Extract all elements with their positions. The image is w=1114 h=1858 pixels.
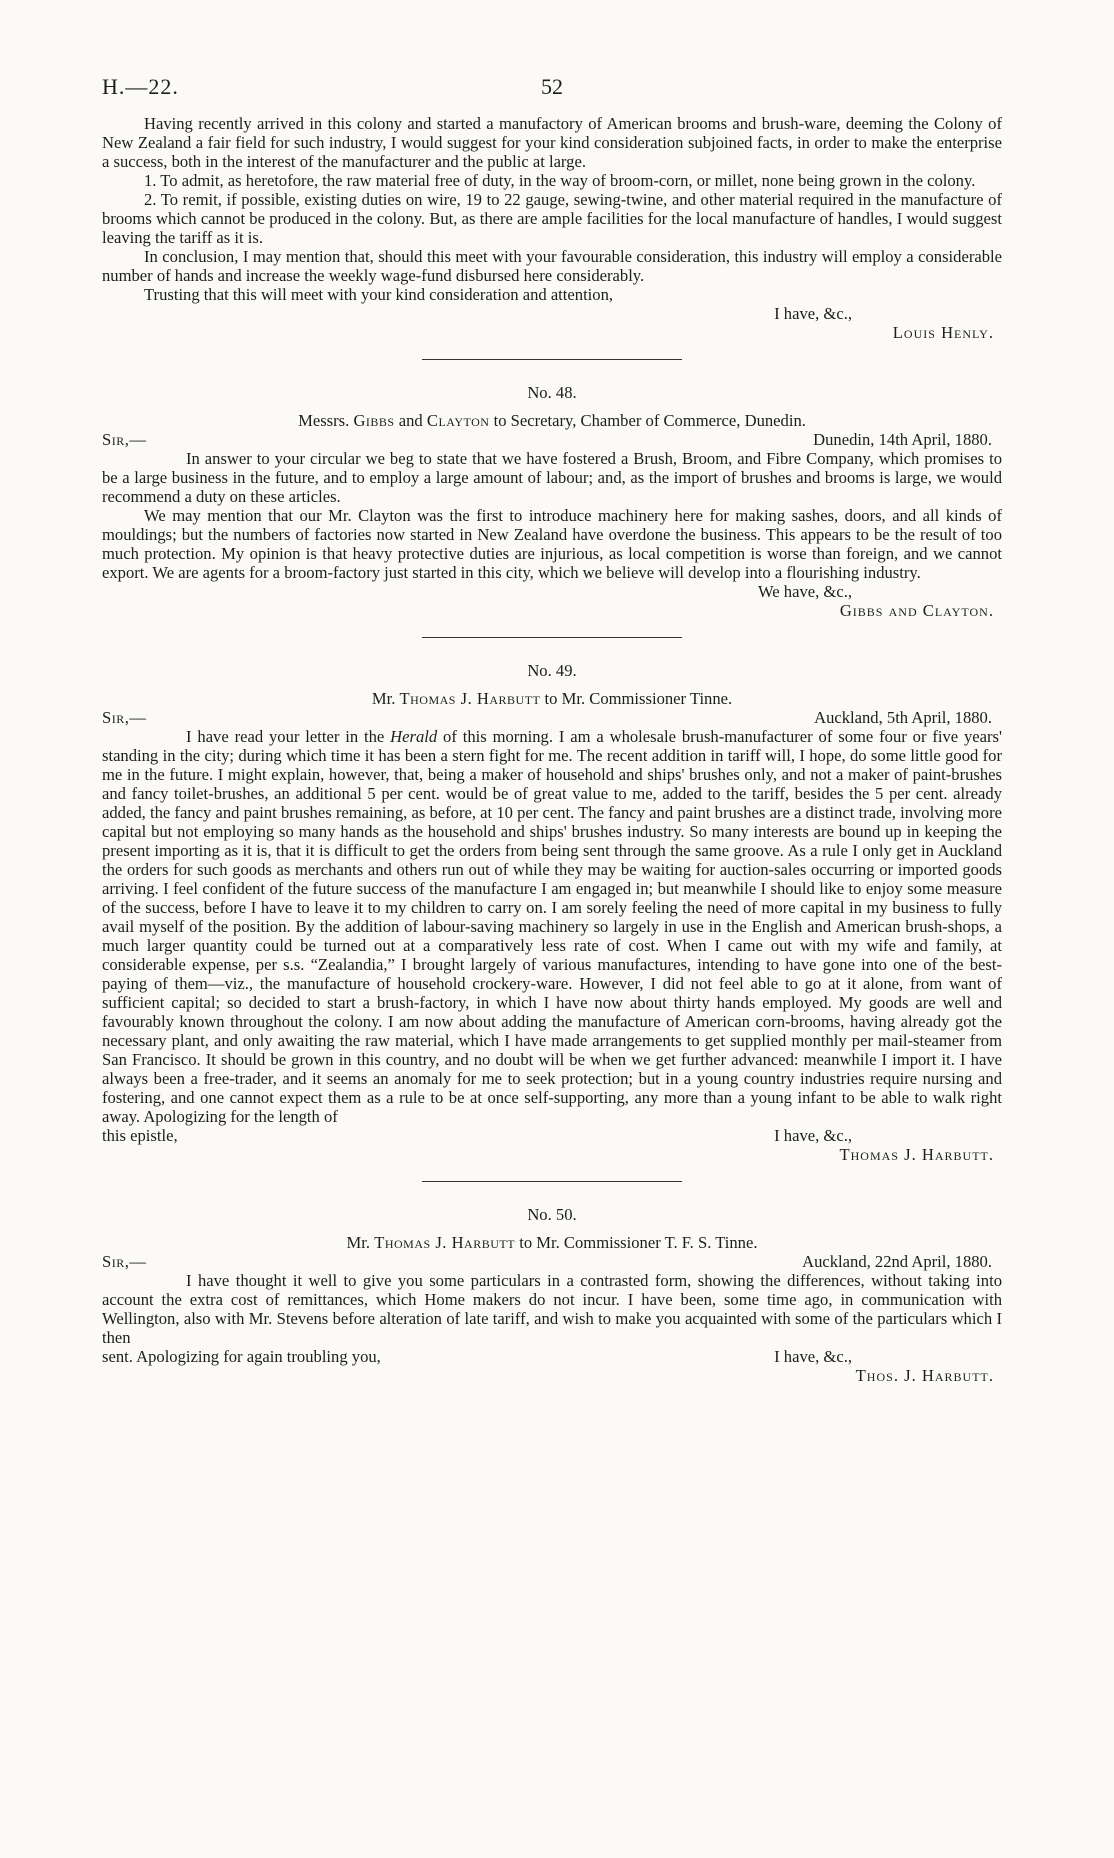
title-part: Mr. bbox=[371, 689, 396, 708]
paragraph bbox=[102, 727, 1002, 1126]
salutation: Sir,— bbox=[102, 1252, 147, 1271]
title-part: to Secretary, Chamber of Commerce, Dunedin. bbox=[493, 411, 806, 430]
salutation: Sir,— bbox=[102, 708, 147, 727]
letter-title bbox=[102, 411, 1002, 430]
letter-number: No. 49. bbox=[527, 661, 577, 680]
letter-50 bbox=[102, 1205, 1002, 1385]
section-divider bbox=[422, 1181, 682, 1182]
letter-number: No. 50. bbox=[527, 1205, 577, 1224]
closing: We have, &c., bbox=[757, 582, 852, 601]
paragraph: Having recently arrived in this colony and started a manufactory of American brooms and brush-ware, deeming the Colony of New Zealand a fair field for such industry, I would suggest for your kind consideration subjoined facts, in order to make the enterprise a success, both in the interest of the manufacturer and the public at large. bbox=[102, 114, 1002, 171]
letter-number: No. 48. bbox=[527, 383, 577, 402]
letter-47 bbox=[102, 114, 1002, 342]
sender-name: Thomas J. Harbutt bbox=[399, 689, 541, 708]
salutation: Sir,— bbox=[102, 430, 147, 449]
salutation-row bbox=[102, 430, 1002, 449]
letter-title bbox=[102, 689, 1002, 708]
place-date: Auckland, 5th April, 1880. bbox=[814, 708, 992, 727]
sender-name: Thomas J. Harbutt bbox=[374, 1233, 516, 1252]
sender-name: Gibbs bbox=[353, 411, 395, 430]
closing: I have, &c., bbox=[774, 304, 852, 323]
salutation-row bbox=[102, 1252, 1002, 1271]
paragraph: In conclusion, I may mention that, should this meet with your favourable consideration, this industry will employ a considerable number of hands and increase the weekly wage-fund disbursed here considerably. bbox=[102, 247, 1002, 285]
document-reference: H.—22. bbox=[102, 74, 179, 99]
signature: Louis Henly. bbox=[892, 323, 994, 342]
signature: Thos. J. Harbutt. bbox=[855, 1366, 994, 1385]
closing-row bbox=[102, 1347, 1002, 1366]
letter-48 bbox=[102, 383, 1002, 620]
body-text: I have read your letter in the bbox=[186, 727, 391, 746]
paragraph: 2. To remit, if possible, existing duties on wire, 19 to 22 gauge, sewing-twine, and other material required in the manufacture of brooms which cannot be produced in the colony. But, as there are ample facilities for the local manufacture of handles, I would suggest leaving the tariff as it is. bbox=[102, 190, 1002, 247]
page-number: 52 bbox=[541, 74, 563, 99]
paragraph: I have thought it well to give you some particulars in a contrasted form, showing the differences, without taking into account the extra cost of remittances, which Home makers do not incur. I have been, some time ago, in communication with Wellington, also with Mr. Stevens before alteration of late tariff, and wish to make you acquainted with some of the particulars which I then bbox=[102, 1271, 1002, 1347]
section-divider bbox=[422, 637, 682, 638]
paragraph: In answer to your circular we beg to state that we have fostered a Brush, Broom, and Fibre Company, which promises to be a large business in the future, and to employ a large amount of labour; and, as the import of brushes and brooms is large, we would recommend a duty on these articles. bbox=[102, 449, 1002, 506]
signature: Gibbs and Clayton. bbox=[839, 601, 994, 620]
page-header bbox=[102, 68, 1002, 114]
place-date: Dunedin, 14th April, 1880. bbox=[813, 430, 992, 449]
letter-49 bbox=[102, 661, 1002, 1164]
title-part: to Mr. Commissioner T. F. S. Tinne. bbox=[519, 1233, 758, 1252]
title-part: and bbox=[398, 411, 423, 430]
title-part: Mr. bbox=[346, 1233, 371, 1252]
last-line: this epistle, bbox=[102, 1126, 178, 1145]
salutation-row bbox=[102, 708, 1002, 727]
newspaper-name: Herald bbox=[390, 727, 438, 746]
paragraph: Trusting that this will meet with your kind consideration and attention, bbox=[144, 285, 614, 304]
section-divider bbox=[422, 359, 682, 360]
body-text: of this morning. I am a wholesale brush-manufacturer of some four or five years' standing in the city; during which time it has been a stern fight for me. The recent addition in tariff will, I hope, do some little good for me in the future. I might explain, however, that, being a maker of household and ships' brushes only, and not a maker of paint-brushes and fancy toilet-brushes, an additional 5 per cent. would be of great value to me, added to the tariff, besides the 5 per cent. already added, the fancy and paint brushes remaining, as before, at 10 per cent. The fancy and paint brushes are a distinct trade, involving more capital but not employing so many hands as the household and ships' brushes industry. So many interests are bound up in keeping the present importing as it is, that it is difficult to get the orders from being sent through the same groove. As a rule I only get in Auckland the orders for such goods as merchants and others run out of while they may be waiting for auction-sales occurring or imported goods arriving. I feel confident of the future success of the manufacture I am engaged in; but meanwhile I should like to enjoy some measure of the success, before I have to leave it to my children to carry on. I am sorely feeling the need of more capital in my business to fully avail myself of the position. By the addition of labour-saving machinery so largely in use in the English and American brush-shops, a much larger quantity could be turned out at a comparatively less rate of cost. When I came out with my wife and family, at considerable expense, per s.s. “Zealandia,” I brought largely of various manufactures, intending to have gone into one of the best-paying of them—viz., the manufacture of household crockery-ware. However, I did not feel able to go at it alone, from want of sufficient capital; so decided to start a brush-factory, in which I have now about thirty hands employed. My goods are well and favourably known throughout the colony. I am now about adding the manufacture of American corn-brooms, having already got the necessary plant, and only awaiting the raw material, which I have made arrangements to get supplied monthly per mail-steamer from San Francisco. It should be grown in this country, and no doubt will be when we get further advanced: meanwhile I import it. I have always been a free-trader, and it seems an anomaly for me to seek protection; but in a young country industries require nursing and fostering, and one cannot expect them as a rule to be at once self-supporting, any more than a young infant to be able to walk right away. Apologizing for the length of bbox=[102, 727, 1003, 1126]
paragraph: 1. To admit, as heretofore, the raw material free of duty, in the way of broom-corn, or millet, none being grown in the colony. bbox=[144, 171, 976, 190]
last-line: sent. Apologizing for again troubling you, bbox=[102, 1347, 381, 1366]
closing: I have, &c., bbox=[774, 1126, 852, 1145]
place-date: Auckland, 22nd April, 1880. bbox=[802, 1252, 992, 1271]
paragraph: We may mention that our Mr. Clayton was the first to introduce machinery here for making sashes, doors, and all kinds of mouldings; but the numbers of factories now started in New Zealand have overdone the business. This appears to be the result of too much protection. My opinion is that heavy protective duties are injurious, as local competition is worse than foreign, and we cannot export. We are agents for a broom-factory just started in this city, which we believe will develop into a flourishing industry. bbox=[102, 506, 1002, 582]
closing: I have, &c., bbox=[774, 1347, 852, 1366]
letter-title bbox=[102, 1233, 1002, 1252]
sender-name: Clayton bbox=[426, 411, 490, 430]
title-part: Messrs. bbox=[298, 411, 350, 430]
closing-row bbox=[102, 1126, 1002, 1145]
signature: Thomas J. Harbutt. bbox=[839, 1145, 994, 1164]
title-part: to Mr. Commissioner Tinne. bbox=[544, 689, 733, 708]
